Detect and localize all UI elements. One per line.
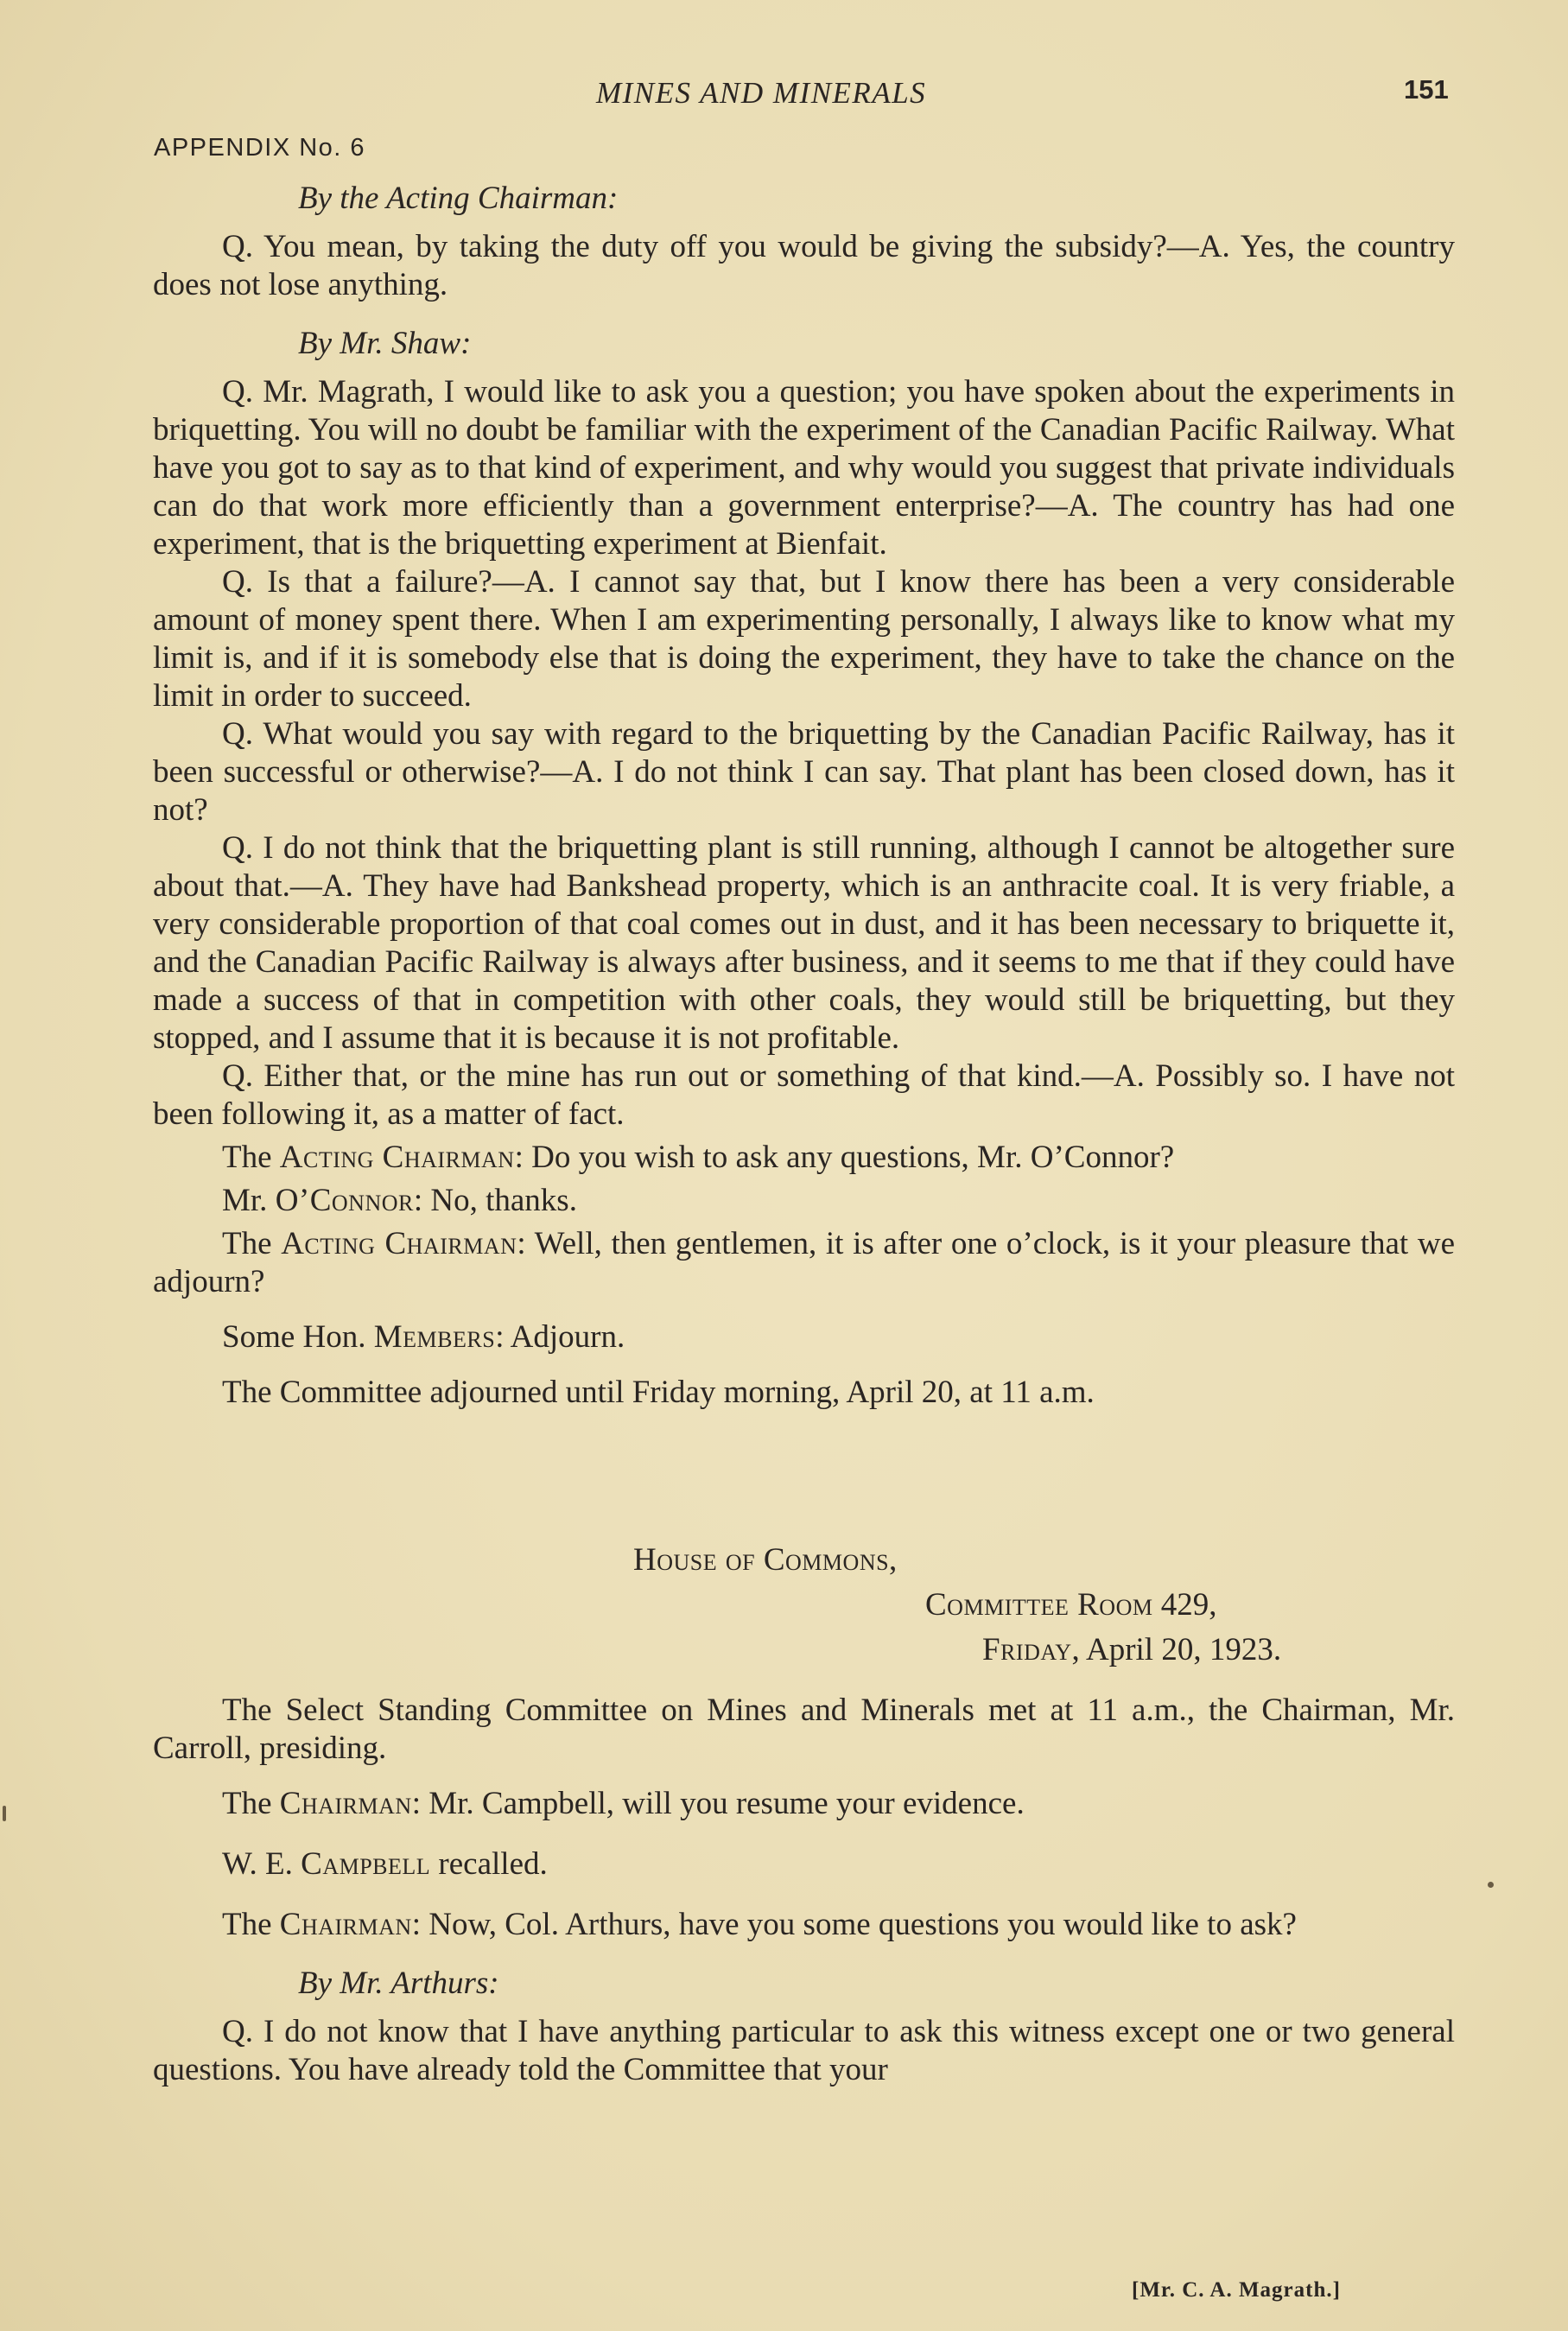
paragraph: The Committee adjourned until Friday morning, April 20, at 11 a.m. xyxy=(222,1375,1095,1410)
ink-speck xyxy=(1488,1882,1494,1888)
text-run: : Adjourn. xyxy=(495,1319,625,1355)
section-heading: By the Acting Chairman: xyxy=(298,181,619,216)
paragraph: Q. Either that, or the mine has run out or something of that kind.—A. Possibly so. I have not been following it, as a matter of fact. xyxy=(153,1058,1455,1132)
paragraph: Q. Is that a failure?—A. I cannot say that, but I know there has been a very considerable amount of money spent there. When I am experimenting personally, I always like to know what my limit is, and if it is somebody else that is doing the experiment, they have to take the chance on the limit in order to succeed. xyxy=(153,564,1455,714)
text-run: recalled. xyxy=(430,1846,548,1882)
page-number: 151 xyxy=(1404,74,1449,105)
witness-name: Campbell xyxy=(301,1846,431,1882)
speaker-name: Chairman xyxy=(279,1786,412,1821)
speaker-name: Acting Chairman xyxy=(281,1226,517,1261)
dateline-room xyxy=(153,1586,1455,1624)
paragraph: Q. I do not know that I have anything particular to ask this witness except one or two general questions. You have already told the Committee that your xyxy=(153,2014,1455,2087)
appendix-label: APPENDIX No. 6 xyxy=(154,134,366,162)
speaker-name: Members xyxy=(373,1319,496,1355)
paragraph xyxy=(153,1139,1455,1177)
speaker-name: Acting Chairman xyxy=(279,1140,515,1175)
speaker-name: O’Connor xyxy=(275,1183,414,1218)
section-heading: By Mr. Arthurs: xyxy=(298,1966,499,2001)
paragraph: The Select Standing Committee on Mines and Minerals met at 11 a.m., the Chairman, Mr. Carroll, presiding. xyxy=(153,1693,1455,1766)
paragraph xyxy=(153,1906,1455,1944)
paragraph xyxy=(153,1225,1455,1301)
date-text: , April 20, 1923. xyxy=(1071,1632,1282,1667)
room-label: Committee Room xyxy=(925,1587,1153,1623)
paragraph: Q. You mean, by taking the duty off you would be giving the subsidy?—A. Yes, the country does not lose anything. xyxy=(153,229,1455,302)
paragraph: Q. I do not think that the briquetting plant is still running, although I cannot be altogether sure about that.—A. They have had Bankshead property, which is an anthracite coal. It is very friable, a very considerable proportion of that coal comes out in dust, and it has been necessary to briquette it, and the Canadian Pacific Railway is always after business, and it seems to me that if they could have made a success of that in competition with other coals, they would still be briquetting, but they stopped, and I assume that it is because it is not profitable. xyxy=(153,830,1455,1056)
section-spacer xyxy=(153,1412,1455,1541)
text-run: The xyxy=(222,1786,280,1821)
paragraph xyxy=(153,1785,1455,1823)
paragraph: Q. Mr. Magrath, I would like to ask you a question; you have spoken about the experiments in briquetting. You will no doubt be familiar with the experiment of the Canadian Pacific Railway. What have you got to say as to that kind of experiment, and why would you suggest that private individuals can do that work more efficiently than a government enterprise?—A. The country has had one experiment, that is the briquetting experiment at Bienfait. xyxy=(153,374,1455,562)
dateline-house: House of Commons, xyxy=(633,1542,898,1578)
text-run: Mr. xyxy=(222,1183,276,1218)
text-run: : Mr. Campbell, will you resume your evidence. xyxy=(411,1786,1025,1821)
ink-speck xyxy=(3,1806,6,1821)
text-run: The xyxy=(222,1140,280,1175)
text-run: The xyxy=(222,1907,280,1942)
paragraph xyxy=(153,1845,1455,1883)
text-run: : No, thanks. xyxy=(413,1183,577,1218)
document-body xyxy=(153,171,1455,2089)
text-run: : Do you wish to ask any questions, Mr. O’Connor? xyxy=(514,1140,1175,1175)
running-head: MINES AND MINERALS xyxy=(596,76,927,110)
text-run: The xyxy=(222,1226,282,1261)
text-run: Some Hon. xyxy=(222,1319,374,1355)
text-run: W. E. xyxy=(222,1846,302,1882)
dateline-date xyxy=(153,1631,1455,1669)
day-label: Friday xyxy=(982,1632,1072,1667)
text-run: : Now, Col. Arthurs, have you some questions you would like to ask? xyxy=(411,1907,1297,1942)
speaker-name: Chairman xyxy=(279,1907,412,1942)
section-heading: By Mr. Shaw: xyxy=(298,326,472,361)
room-number: 429, xyxy=(1152,1587,1217,1623)
text-run: : Well, then gentlemen, it is after one o’clock, is it your pleasure that we adjourn? xyxy=(153,1226,1456,1299)
paragraph xyxy=(153,1318,1455,1356)
paragraph: Q. What would you say with regard to the briquetting by the Canadian Pacific Railway, has it been successful or otherwise?—A. I do not think I can say. That plant has been closed down, has it not? xyxy=(153,716,1455,828)
footer-signature: [Mr. C. A. Magrath.] xyxy=(1132,2278,1341,2302)
paragraph xyxy=(153,1182,1455,1220)
